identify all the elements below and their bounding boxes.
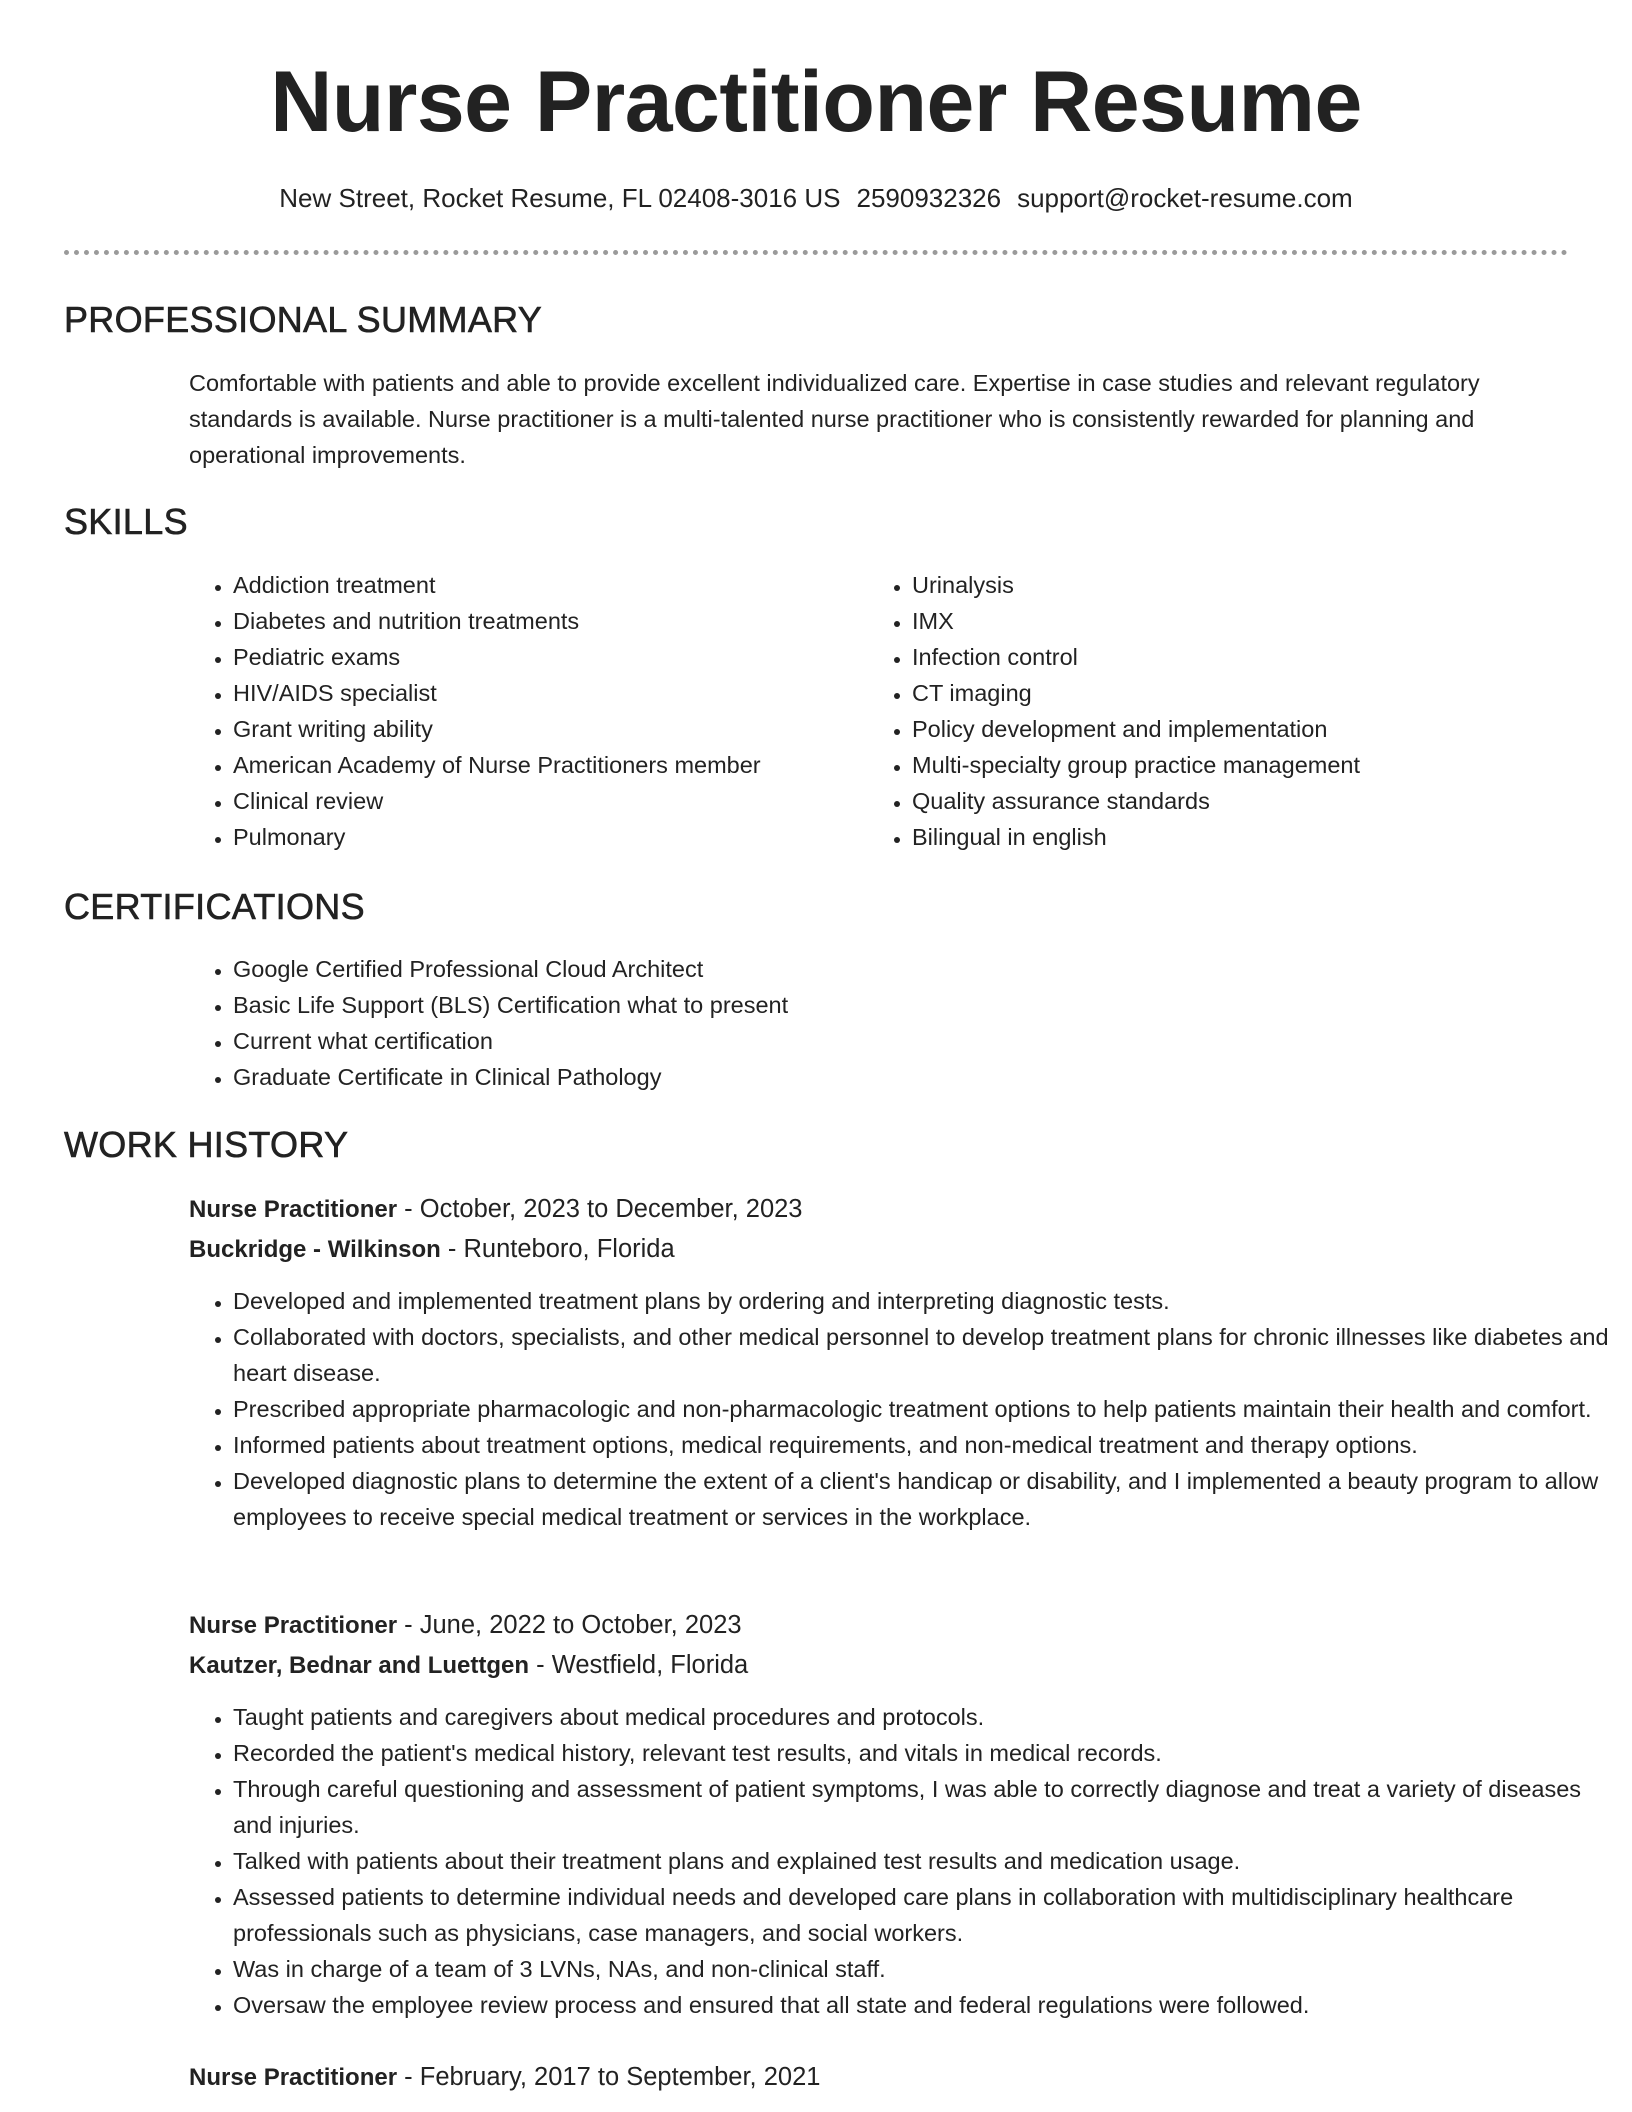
skill-item: • Pulmonary (233, 819, 873, 855)
skill-item: • Diabetes and nutrition treatments (233, 603, 873, 639)
job-bullet: • Developed diagnostic plans to determine the extent of a client's handicap or disability, and I implemented a beauty program to allow employees to receive special medical treatment or services in the workplace. (233, 1463, 1613, 1535)
job-title-line (189, 2057, 1569, 2098)
skills-list-left (190, 567, 873, 855)
job-company-line (189, 1229, 1569, 1270)
job-location: - Westfield, Florida (529, 1651, 749, 1679)
job-title: Nurse Practitioner (189, 1196, 398, 1223)
job-bullet: • Collaborated with doctors, specialists, and other medical personnel to develop treatment plans for chronic illnesses like diabetes and heart disease. (233, 1319, 1613, 1391)
skill-item: • Grant writing ability (233, 711, 873, 747)
job-dates: - June, 2022 to October, 2023 (397, 1611, 742, 1639)
job-bullet: • Prescribed appropriate pharmacologic and non-pharmacologic treatment options to help patients maintain their health and comfort. (233, 1391, 1613, 1427)
job-company: Kautzer, Bednar and Luettgen (189, 1652, 530, 1679)
skill-item: • American Academy of Nurse Practitioners member (233, 747, 873, 783)
resume-title: Nurse Practitioner Resume (270, 54, 1362, 150)
skills-list-right (869, 567, 1592, 855)
certification-item: • Current what certification (233, 1023, 1593, 1059)
job-title-line (189, 1189, 1569, 1230)
skill-item: • Infection control (912, 639, 1592, 675)
job-bullets (190, 1699, 1613, 2023)
job-bullet: • Recorded the patient's medical history, relevant test results, and vitals in medical records. (233, 1735, 1613, 1771)
job-bullet: • Informed patients about treatment options, medical requirements, and non-medical treatment and therapy options. (233, 1427, 1613, 1463)
skill-item: • Urinalysis (912, 567, 1592, 603)
skill-item: • Pediatric exams (233, 639, 873, 675)
job-title: Nurse Practitioner (189, 1612, 398, 1639)
job-title-line (189, 1605, 1569, 1646)
work-history-heading: WORK HISTORY (64, 1124, 349, 1165)
certifications-list (190, 951, 1593, 1095)
job-bullets (190, 1283, 1613, 1535)
certification-item: • Google Certified Professional Cloud Architect (233, 951, 1593, 987)
certifications-heading: CERTIFICATIONS (64, 886, 365, 927)
job-bullet: • Assessed patients to determine individual needs and developed care plans in collaboration with multidisciplinary healthcare professionals such as physicians, case managers, and social workers. (233, 1879, 1613, 1951)
certification-item: • Basic Life Support (BLS) Certification what to present (233, 987, 1593, 1023)
contact-line (0, 180, 1632, 216)
contact-address: New Street, Rocket Resume, FL 02408-3016 US (279, 183, 841, 213)
skill-item: • Bilingual in english (912, 819, 1592, 855)
job-dates: - February, 2017 to September, 2021 (397, 2063, 821, 2091)
header-divider (64, 250, 1568, 255)
job-bullet: • Taught patients and caregivers about medical procedures and protocols. (233, 1699, 1613, 1735)
job-title: Nurse Practitioner (189, 2064, 398, 2091)
skills-heading: SKILLS (64, 501, 188, 542)
skill-item: • Multi-specialty group practice management (912, 747, 1592, 783)
summary-heading: PROFESSIONAL SUMMARY (64, 299, 543, 340)
job-bullet: • Oversaw the employee review process and ensured that all state and federal regulations were followed. (233, 1987, 1613, 2023)
summary-text: Comfortable with patients and able to provide excellent individualized care. Expertise in case studies and relevant regulatory standards is available. Nurse practitioner is a multi-talented nurse practitioner who is consistently rewarded for planning and operational improvements. (189, 370, 1480, 468)
skill-item: • CT imaging (912, 675, 1592, 711)
job-bullet: • Was in charge of a team of 3 LVNs, NAs, and non-clinical staff. (233, 1951, 1613, 1987)
job-location: - Runteboro, Florida (440, 1235, 675, 1263)
skill-item: • IMX (912, 603, 1592, 639)
job-company-line (189, 1645, 1569, 1686)
skill-item: • Quality assurance standards (912, 783, 1592, 819)
skill-item: • Clinical review (233, 783, 873, 819)
job-bullet: • Talked with patients about their treatment plans and explained test results and medication usage. (233, 1843, 1613, 1879)
contact-email: support@rocket-resume.com (1017, 183, 1353, 213)
skill-item: • HIV/AIDS specialist (233, 675, 873, 711)
job-bullet: • Developed and implemented treatment plans by ordering and interpreting diagnostic tests. (233, 1283, 1613, 1319)
contact-phone: 2590932326 (856, 183, 1002, 213)
job-company: Buckridge - Wilkinson (189, 1236, 441, 1263)
job-bullet: • Through careful questioning and assessment of patient symptoms, I was able to correctly diagnose and treat a variety of diseases and injuries. (233, 1771, 1613, 1843)
skill-item: • Policy development and implementation (912, 711, 1592, 747)
job-dates: - October, 2023 to December, 2023 (397, 1195, 803, 1223)
skill-item: • Addiction treatment (233, 567, 873, 603)
certification-item: • Graduate Certificate in Clinical Pathology (233, 1059, 1593, 1095)
